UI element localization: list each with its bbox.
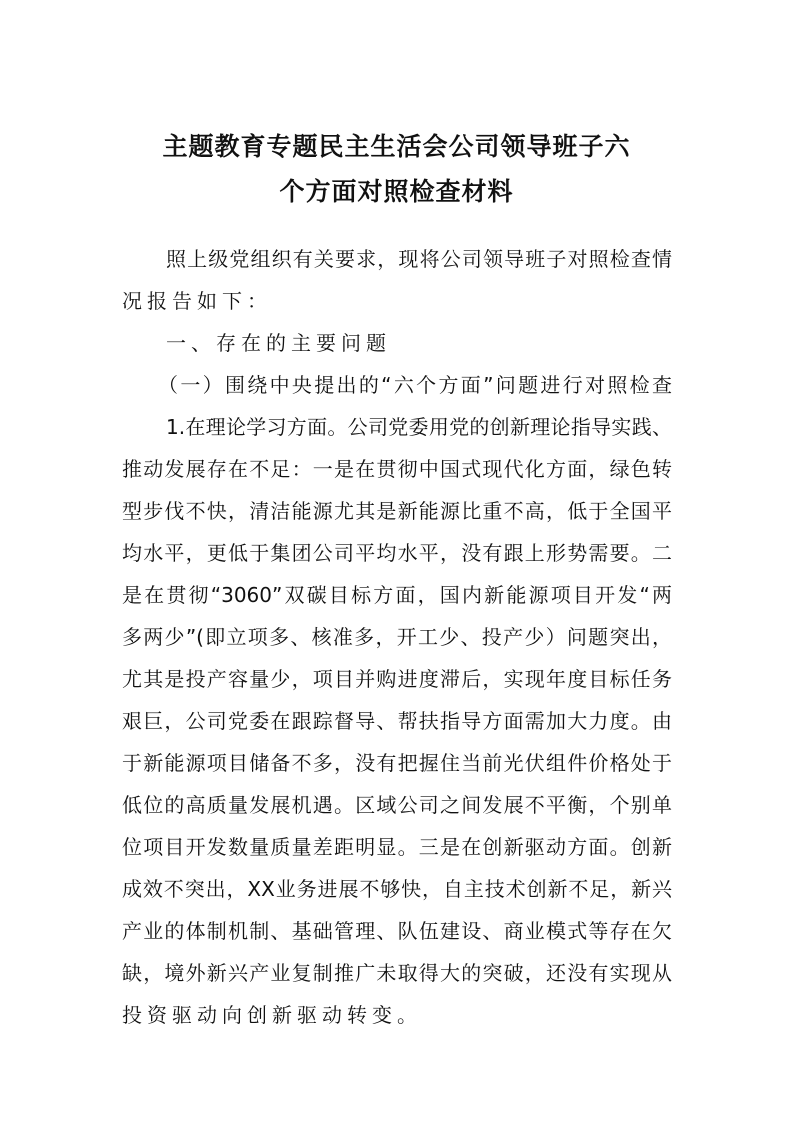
text-line: 位项目开发数量质量差距明显。三是在创新驱动方面。创新 — [122, 835, 672, 859]
title-line-1: 主题教育专题民主生活会公司领导班子六 — [162, 132, 631, 161]
text-line: 艰巨，公司党委在跟踪督导、帮扶指导方面需加大力度。由 — [122, 709, 672, 733]
text-line: 缺，境外新兴产业复制推广未取得大的突破，还没有实现从 — [122, 961, 672, 985]
title-line-2: 个方面对照检查材料 — [279, 177, 514, 206]
text-line: 成效不突出，XX业务进展不够快，自主技术创新不足，新兴 — [122, 877, 672, 901]
text-line: 产业的体制机制、基础管理、队伍建设、商业模式等存在欠 — [122, 919, 672, 943]
text-line: 一、存在的主要问题 — [166, 331, 391, 355]
text-line: 多两少”(即立项多、核准多，开工少、投产少）问题突出， — [122, 625, 672, 649]
paragraph-theory-study — [122, 406, 672, 1036]
text-line: 尤其是投产容量少，项目并购进度滞后，实现年度目标任务 — [122, 667, 672, 691]
text-line: 1.在理论学习方面。公司党委用党的创新理论指导实践、 — [166, 415, 672, 439]
document-body — [122, 238, 672, 1036]
text-line: （一）围绕中央提出的“六个方面”问题进行对照检查 — [158, 373, 672, 397]
text-line: 于新能源项目储备不多，没有把握住当前光伏组件价格处于 — [122, 751, 672, 775]
text-line: 均水平，更低于集团公司平均水平，没有跟上形势需要。二 — [122, 541, 672, 565]
text-line: 况报告如下： — [122, 289, 272, 313]
text-line: 推动发展存在不足：一是在贯彻中国式现代化方面，绿色转 — [122, 457, 672, 481]
paragraph-intro — [122, 238, 672, 322]
text-line: 照上级党组织有关要求，现将公司领导班子对照检查情 — [166, 247, 672, 271]
subsection-heading — [122, 364, 672, 406]
text-line: 是在贯彻“3060”双碳目标方面，国内新能源项目开发“两 — [122, 583, 672, 607]
section-heading — [122, 322, 672, 364]
document-title — [110, 124, 683, 214]
text-line: 投资驱动向创新驱动转变。 — [122, 1003, 422, 1027]
text-line: 型步伐不快，清洁能源尤其是新能源比重不高，低于全国平 — [122, 499, 672, 523]
text-line: 低位的高质量发展机遇。区域公司之间发展不平衡，个别单 — [122, 793, 672, 817]
